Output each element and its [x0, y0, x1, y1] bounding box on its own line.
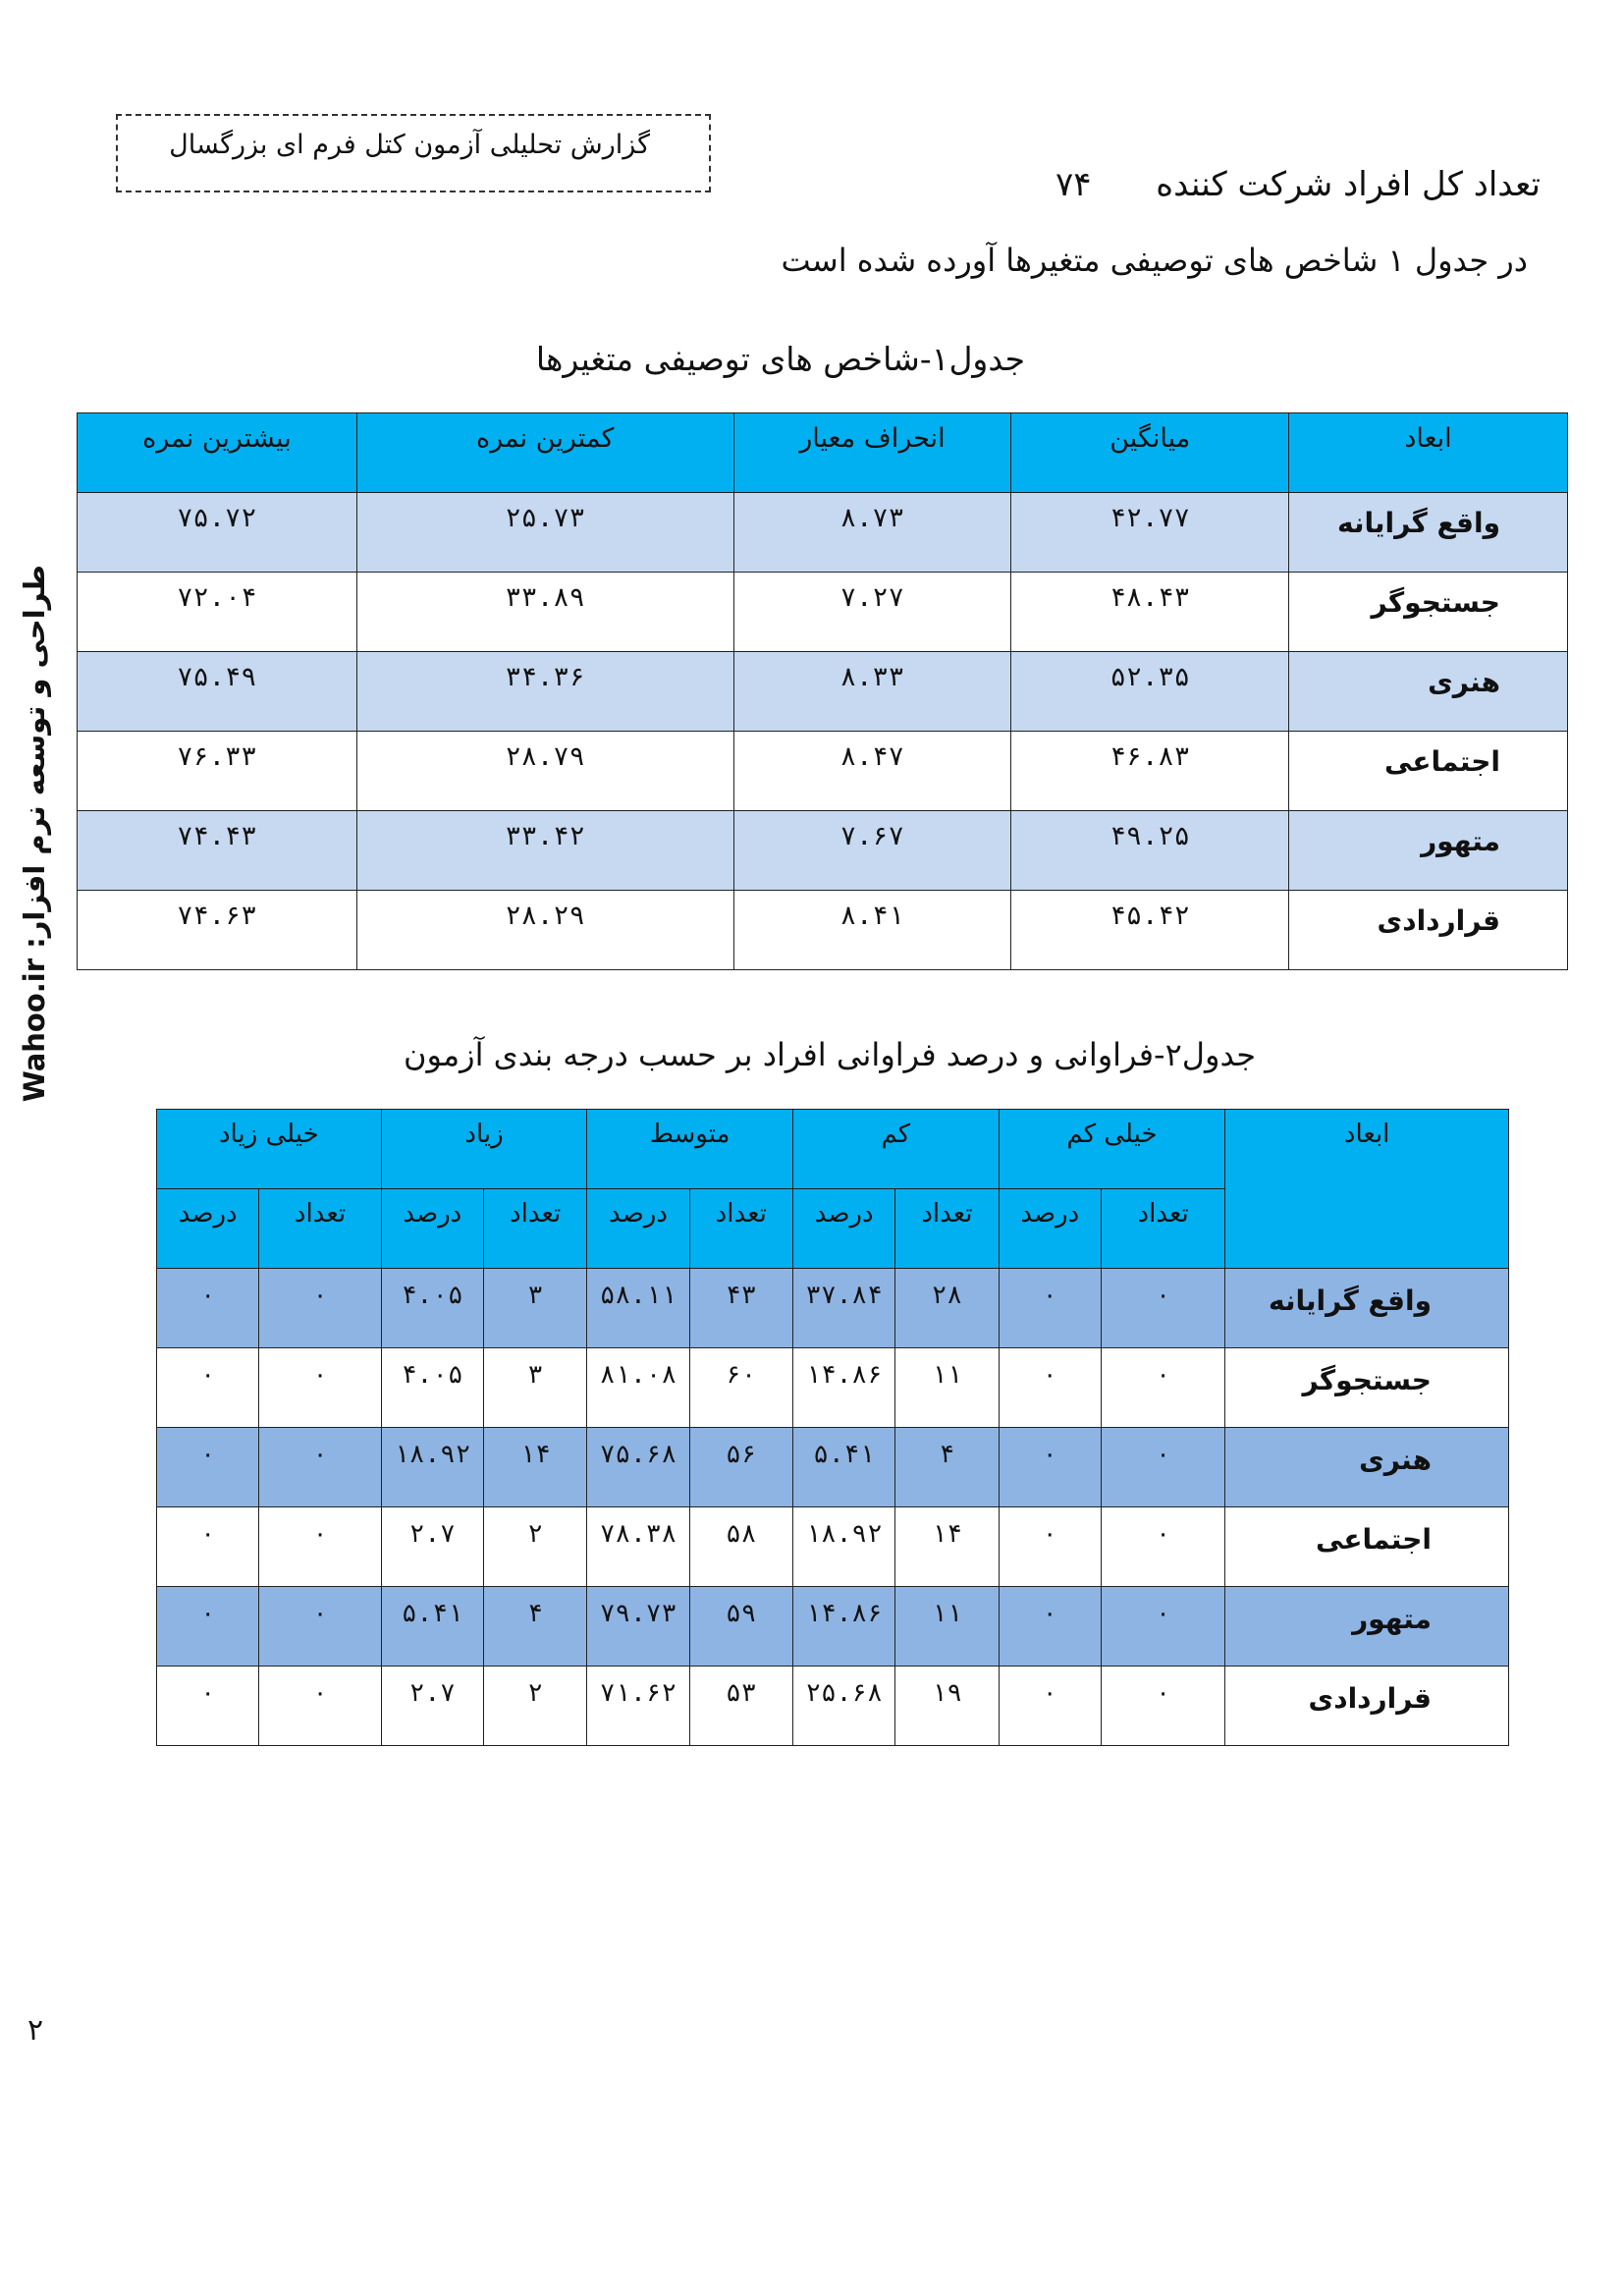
table2-row-label: قراردادی [1225, 1667, 1509, 1746]
table2-row [157, 1507, 1509, 1587]
table2-cell: ۰ [1101, 1269, 1224, 1348]
table1-cell-min: ۲۵.۷۳ [356, 493, 733, 573]
table1-cell-min: ۲۸.۷۹ [356, 732, 733, 811]
table1-cell-mean: ۴۶.۸۳ [1011, 732, 1289, 811]
table2-row [157, 1348, 1509, 1428]
frequency-table [156, 1109, 1509, 1746]
participants-label: تعداد کل افراد شرکت کننده [1156, 165, 1541, 204]
table1-row-label: اجتماعی [1289, 732, 1568, 811]
table2-cell: ۰ [999, 1587, 1101, 1667]
table2-cell: ۵.۴۱ [792, 1428, 894, 1507]
table1-cell-sd: ۷.۲۷ [733, 573, 1011, 652]
table2-group-header: زیاد [381, 1110, 587, 1189]
table2-cell: ۰ [157, 1507, 259, 1587]
table1-cell-mean: ۴۵.۴۲ [1011, 891, 1289, 970]
table2-cell: ۵۳ [689, 1667, 792, 1746]
table1-cell-max: ۷۲.۰۴ [78, 573, 357, 652]
table1-cell-max: ۷۵.۷۲ [78, 493, 357, 573]
table2-subheader-cell: درصد [792, 1189, 894, 1269]
table1-cell-sd: ۸.۳۳ [733, 652, 1011, 732]
table2-cell: ۰ [999, 1269, 1101, 1348]
table2-cell: ۱۱ [895, 1587, 999, 1667]
table2-cell: ۰ [157, 1587, 259, 1667]
table2-cell: ۰ [1101, 1667, 1224, 1746]
table2-cell: ۷۵.۶۸ [587, 1428, 689, 1507]
table1-cell-mean: ۴۲.۷۷ [1011, 493, 1289, 573]
table1-header-cell: بیشترین نمره [78, 413, 357, 493]
table2-cell: ۴.۰۵ [381, 1269, 483, 1348]
table1-row [78, 891, 1568, 970]
table2-subheader-cell: درصد [587, 1189, 689, 1269]
table2-cell: ۲.۷ [381, 1667, 483, 1746]
table2-cell: ۱۱ [895, 1348, 999, 1428]
table2-row [157, 1428, 1509, 1507]
table2-cell: ۰ [259, 1667, 381, 1746]
table2-cell: ۷۱.۶۲ [587, 1667, 689, 1746]
table2-cell: ۰ [259, 1348, 381, 1428]
table2-cell: ۰ [1101, 1587, 1224, 1667]
table2-cell: ۱۴.۸۶ [792, 1348, 894, 1428]
table2-cell: ۷۹.۷۳ [587, 1587, 689, 1667]
table2-cell: ۱۸.۹۲ [381, 1428, 483, 1507]
table1-header-cell: میانگین [1011, 413, 1289, 493]
table1-header-cell: ابعاد [1289, 413, 1568, 493]
table2-subheader-cell: تعداد [895, 1189, 999, 1269]
table2-cell: ۵.۴۱ [381, 1587, 483, 1667]
table1-row [78, 573, 1568, 652]
table2-group-header: متوسط [587, 1110, 793, 1189]
table2-cell: ۰ [259, 1428, 381, 1507]
table2-cell: ۷۸.۳۸ [587, 1507, 689, 1587]
table2-cell: ۰ [259, 1507, 381, 1587]
table2-subheader-cell: تعداد [483, 1189, 586, 1269]
table2-cell: ۶۰ [689, 1348, 792, 1428]
table1-row-label: قراردادی [1289, 891, 1568, 970]
table2-cell: ۰ [1101, 1507, 1224, 1587]
table2-cell: ۰ [259, 1269, 381, 1348]
table2-cell: ۲ [483, 1507, 586, 1587]
table1-cell-mean: ۵۲.۳۵ [1011, 652, 1289, 732]
table2-cell: ۲۵.۶۸ [792, 1667, 894, 1746]
table2-cell: ۳ [483, 1269, 586, 1348]
table1-cell-min: ۳۴.۳۶ [356, 652, 733, 732]
table2-row-label: واقع گرایانه [1225, 1269, 1509, 1348]
table2-subheader-cell: تعداد [689, 1189, 792, 1269]
intro-text: در جدول ۱ شاخص های توصیفی متغیرها آورده شده است [781, 242, 1528, 279]
table2-cell: ۱۹ [895, 1667, 999, 1746]
table1-row [78, 811, 1568, 891]
table2-cell: ۰ [999, 1507, 1101, 1587]
table2-cell: ۵۸ [689, 1507, 792, 1587]
table2-cell: ۴.۰۵ [381, 1348, 483, 1428]
table2-row-label: هنری [1225, 1428, 1509, 1507]
descriptive-stats-table [77, 412, 1568, 970]
table2-cell: ۸۱.۰۸ [587, 1348, 689, 1428]
table2-row [157, 1587, 1509, 1667]
table1-row [78, 732, 1568, 811]
table2-group-header: خیلی کم [999, 1110, 1225, 1189]
table2-cell: ۰ [1101, 1428, 1224, 1507]
table2-cell: ۰ [999, 1428, 1101, 1507]
table2-row-label: متهور [1225, 1587, 1509, 1667]
table2-subheader-cell: درصد [157, 1189, 259, 1269]
table2-subheader-cell: درصد [999, 1189, 1101, 1269]
table1-caption: جدول۱-شاخص های توصیفی متغیرها [535, 340, 1026, 378]
table1-header-row [78, 413, 1568, 493]
participants-line [1056, 165, 1541, 204]
table2-cell: ۴۳ [689, 1269, 792, 1348]
table1-cell-min: ۳۳.۴۲ [356, 811, 733, 891]
table2-cell: ۵۸.۱۱ [587, 1269, 689, 1348]
table1-row [78, 652, 1568, 732]
table2-row-label: اجتماعی [1225, 1507, 1509, 1587]
table1-cell-max: ۷۵.۴۹ [78, 652, 357, 732]
table2-cell: ۱۴.۸۶ [792, 1587, 894, 1667]
table1-cell-mean: ۴۹.۲۵ [1011, 811, 1289, 891]
table2-cell: ۱۴ [895, 1507, 999, 1587]
table2-cell: ۲۸ [895, 1269, 999, 1348]
table2-row-label: جستجوگر [1225, 1348, 1509, 1428]
table1-cell-sd: ۸.۴۱ [733, 891, 1011, 970]
table2-cell: ۵۶ [689, 1428, 792, 1507]
table2-subheader-cell: تعداد [259, 1189, 381, 1269]
table2-cell: ۳۷.۸۴ [792, 1269, 894, 1348]
table2-group-header-row [157, 1110, 1509, 1189]
table2-subheader-cell: درصد [381, 1189, 483, 1269]
table2-row [157, 1269, 1509, 1348]
table1-header-cell: کمترین نمره [356, 413, 733, 493]
table2-cell: ۰ [157, 1667, 259, 1746]
table2-cell: ۰ [157, 1348, 259, 1428]
table2-dimension-header: ابعاد [1225, 1110, 1509, 1269]
page-number: ۲ [27, 2013, 44, 2048]
table2-cell: ۲ [483, 1667, 586, 1746]
table2-cell: ۲.۷ [381, 1507, 483, 1587]
report-title-box [116, 114, 711, 192]
table1-cell-mean: ۴۸.۴۳ [1011, 573, 1289, 652]
table1-cell-sd: ۷.۶۷ [733, 811, 1011, 891]
report-title: گزارش تحلیلی آزمون کتل فرم ای بزرگسال [169, 130, 650, 160]
table1-header-cell: انحراف معیار [733, 413, 1011, 493]
table2-cell: ۱۴ [483, 1428, 586, 1507]
table1-cell-max: ۷۴.۶۳ [78, 891, 357, 970]
table1-row-label: متهور [1289, 811, 1568, 891]
table1-cell-max: ۷۶.۳۳ [78, 732, 357, 811]
table1-cell-max: ۷۴.۴۳ [78, 811, 357, 891]
table1-row-label: هنری [1289, 652, 1568, 732]
table2-cell: ۳ [483, 1348, 586, 1428]
table1-row-label: جستجوگر [1289, 573, 1568, 652]
side-credit-text: طراحی و توسعه نرم افزار: Wahoo.ir [18, 565, 51, 1103]
table2-cell: ۰ [1101, 1348, 1224, 1428]
table2-cell: ۰ [157, 1428, 259, 1507]
table1-cell-min: ۳۳.۸۹ [356, 573, 733, 652]
table2-group-header: خیلی زیاد [157, 1110, 382, 1189]
table2-group-header: کم [792, 1110, 999, 1189]
table2-subheader-cell: تعداد [1101, 1189, 1224, 1269]
table2-cell: ۴ [483, 1587, 586, 1667]
table2-cell: ۰ [157, 1269, 259, 1348]
table2-cell: ۱۸.۹۲ [792, 1507, 894, 1587]
table2-caption: جدول۲-فراوانی و درصد فراوانی افراد بر حسب درجه بندی آزمون [403, 1036, 1257, 1073]
table1-cell-sd: ۸.۴۷ [733, 732, 1011, 811]
table2-cell: ۰ [259, 1587, 381, 1667]
table1-row [78, 493, 1568, 573]
table2-cell: ۵۹ [689, 1587, 792, 1667]
table2-row [157, 1667, 1509, 1746]
table1-row-label: واقع گرایانه [1289, 493, 1568, 573]
participants-count: ۷۴ [1055, 165, 1092, 204]
table2-cell: ۰ [999, 1667, 1101, 1746]
table1-cell-sd: ۸.۷۳ [733, 493, 1011, 573]
table2-cell: ۰ [999, 1348, 1101, 1428]
table2-cell: ۴ [895, 1428, 999, 1507]
table1-cell-min: ۲۸.۲۹ [356, 891, 733, 970]
